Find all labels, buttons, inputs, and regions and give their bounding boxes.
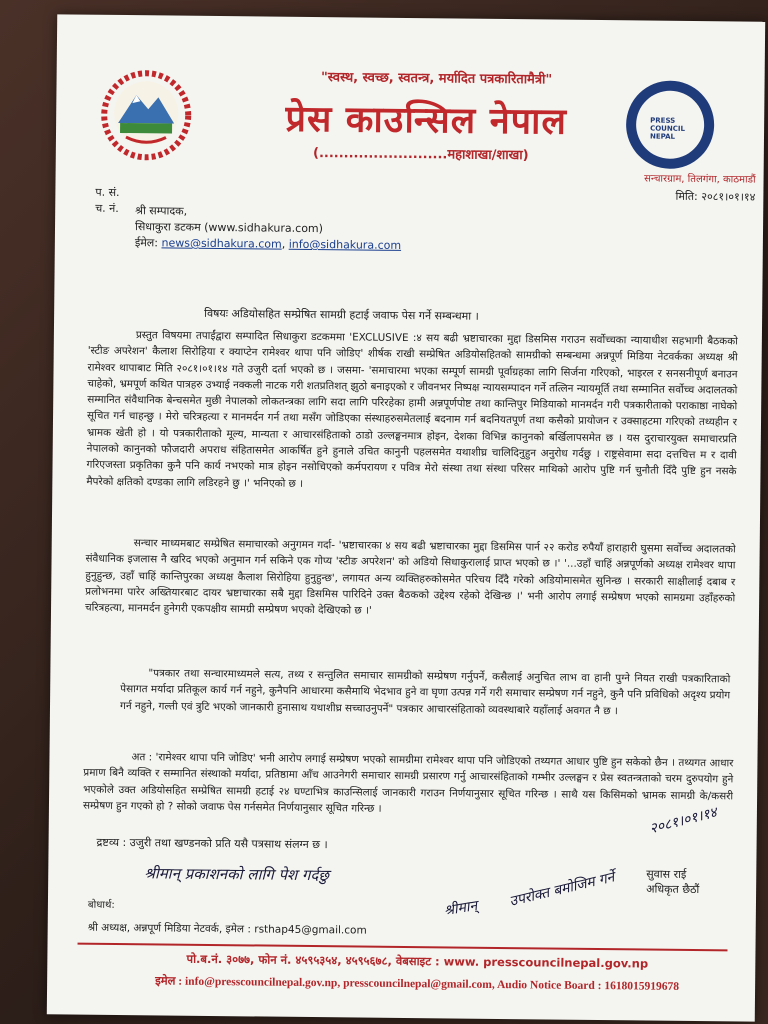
letterhead-motto: "स्वस्थ, स्वच्छ, स्वतन्त्र, मर्यादित पत्रकारितामैत्री" xyxy=(320,70,553,88)
handwritten-note-4: श्रीमान् xyxy=(442,897,479,920)
footer-contact-line: पो.ब.नं. ३०७७, फोन नं. ४५९५३५४, ४५९५६७८, वेबसाइट : www. presscouncilnepal.gov.np xyxy=(186,951,649,971)
signatory-name: सुवास राई xyxy=(646,867,687,881)
handwritten-note-2: उपरोक्त बमोजिम गर्ने xyxy=(507,869,617,910)
letterhead-address: सन्चारग्राम, तिलगंगा, काठमाडौं xyxy=(644,173,756,186)
letter-subject: विषयः अडियोसहित सम्प्रेषित सामग्री हटाई जवाफ पेस गर्ने सम्बन्धमा । xyxy=(204,306,479,323)
recipient-block xyxy=(135,203,402,254)
handwritten-date: २०८१।०१।१४ xyxy=(648,804,719,838)
footer-divider xyxy=(78,943,728,952)
letter-date: मिति: २०८१।०१।१४ xyxy=(675,189,756,204)
logo-text: PRESS COUNCIL NEPAL xyxy=(649,116,685,141)
ref-cn: च. नं. xyxy=(95,201,119,215)
press-council-logo xyxy=(626,80,715,169)
signatory-title: अधिकृत छैठौं xyxy=(646,882,700,897)
email-label: ईमेल: xyxy=(134,236,159,250)
handwritten-note-1: श्रीमान् प्रकाशनको लागि पेश गर्दछु xyxy=(144,864,330,885)
body-paragraph-2: सन्चार माध्यमबाट सम्प्रेषित समाचारको अनुगमन गर्दा- 'भ्रष्टाचारका ४ सय बढी भ्रष्टाचारका मुद्दा डिसमिस पार्न २२ करोड रुपैयाँ हाराहारी घुसमा सर्वोच्च अदालतको संवैधानिक इजलास नै खरिद भएको अनुमान गर्न सकिने एक गोप्य 'स्टीङ अपरेशन' को अडियो सिधाकुरालाई प्राप्त भएको छ ।' '...उहाँ चाहिं अन्नपूर्णको अध्यक्ष रामेश्वर थापा हुनुहुन्छ, उहाँ चाहिं कान्तिपुरका अध्यक्ष कैलाश सिरोहिया हुनुहुन्छ', लगायत अन्य व्यक्तिहरुकोसमेत परिचय दिँदै गरेको अडियोमासमेत सुनिन्छ । सरकारी साक्षीलाई दबाब र प्रलोभनमा पारेर अख्तियारबाट दायर भ्रष्टाचारका सबै मुद्दा डिसमिस पारिदिने उक्त बैठकको उद्देश्य रहेको देखिन्छ ।' भनी आरोप लगाई सम्प्रेषण भएको सामग्रमा उहाँहरुको चरित्रहत्या, मानमर्दन हुनेगरी एकपक्षीय सामग्री सम्प्रेषण भएको देखिएको छ ।' xyxy=(84,537,736,617)
attachment-note: द्रष्टव्य : उजुरी तथा खण्डनको प्रति यसै पत्रसाथ संलग्न छ । xyxy=(96,835,328,852)
body-paragraph-4: अत : 'रामेश्वर थापा पनि जोडिए' भनी आरोप लगाई सम्प्रेषण भएको सामग्रीमा रामेश्वर थापा पनि जोडिएको तथ्यगत आधार पुष्टि हुन सकेको छैन । तथ्यगत आधार प्रमाण बिनै व्यक्ति र सम्मानित संस्थाको मर्यादा, प्रतिष्ठामा आँच आउनेगरी समाचार सामग्री प्रसारण गर्नु आचारसंहिताको गम्भीर उल्लङ्घन र प्रेस स्वतन्त्रताको चरम दुरुपयोग हुने भएकोले उक्त अडियोसहित सम्प्रेषित सामग्री हटाई २४ घण्टाभित्र काउन्सिलाई जानकारी गराउन निर्णयानुसार सूचित गरिन्छ । साथै यस किसिमको भ्रामक सामग्री के/कसरी सम्प्रेषण हुन गएको हो ? सोको जवाफ पेस गर्नसमेत निर्णयानुसार सूचित गरिन्छ । xyxy=(82,751,734,815)
body-paragraph-3: "पत्रकार तथा सन्चारमाध्यमले सत्य, तथ्य र सन्तुलित समाचार सामग्रीको सम्प्रेषण गर्नुपर्ने, कसैलाई अनुचित लाभ वा हानी पुग्ने नियत राखी पत्रकारिताको पेसागत मर्यादा प्रतिकूल कार्य गर्न नहुने, कुनैपनि आधारमा कसैमाथि भेदभाव हुने वा घृणा उत्पन्न गर्ने गरी समाचार सम्प्रेषण गर्न नहुने, कुनै पनि प्रविधिको अदृश्य प्रयोग गर्न नहुने, गल्ती एवं त्रुटि भएको जानकारी हुनासाथ यथाशीघ्र सच्चाउनुपर्ने" पत्रकार आचारसंहिताको व्यवस्थाबारे यहाँलाई अवगत नै छ । xyxy=(119,667,731,717)
recipient-email-1: news@sidhakura.com xyxy=(161,236,282,251)
recipient-line1: श्री सम्पादक, xyxy=(135,204,188,218)
recipient-email-2: info@sidhakura.com xyxy=(288,237,402,252)
recipient-email-line: ईमेल: news@sidhakura.com, info@sidhakura.com xyxy=(134,236,402,252)
ref-ps: प. सं. xyxy=(95,185,120,199)
cc-label: बोधार्थ: xyxy=(87,899,115,911)
letterhead-subtitle: (..........................महाशाखा/शाखा) xyxy=(312,146,529,164)
logo-inner-circle xyxy=(636,90,705,159)
body-paragraph-1: प्रस्तुत विषयमा तपाईंद्वारा सम्पादित सिधाकुरा डटकममा 'EXCLUSIVE :४ सय बढी भ्रष्टाचारका मुद्दा डिसमिस गराउन सर्वोच्चका न्यायाधीश सहभागी बैठकको 'स्टीङ अपरेशन' कैलाश सिरोहिया र क्याप्टेन रामेश्वर थापा पनि जोडिए' शीर्षक राखी सम्प्रेषित अडियोसहितको सामग्रीको सम्बन्धमा अन्नपूर्ण मिडिया नेटवर्कका अध्यक्ष श्री रामेश्वर थापाबाट मिति २०८१।०१।१४ गते उजुरी दर्ता भएको छ । जसमा- 'समाचारमा भएका सम्पूर्ण सामग्री पूर्वाग्रहका लागि सिर्जना गरिएको, भाइरल र सनसनीपूर्ण बनाउन चाहेको, भ्रमपूर्ण कथित पात्रहरु उभ्याई नक्कली नाटक गरी शतप्रतिशत् झुठो बनाइएको र जीवनभर निष्पक्ष न्यायसम्पादन गर्ने तत्लिन न्यायमूर्ति तथा सम्मानित सर्वोच्च अदालतको सम्मानित संवैधानिक बेन्चसमेत मुछी नेपालको लोकतन्त्रका लागि सदा लागि परिरहेका हामी अन्नपूर्णपोष्ट तथा कान्तिपुर मिडियाको मानमर्दन गरी पत्रकारीताको पराकाष्ठा नाघेको सूचित गर्न चाहन्छु । मेरो चरित्रहत्या र मानमर्दन गर्न तथा मसँग जोडिएका संस्थाहरुसमेतलाई बदनाम गर्न बदनियतपूर्ण तथा कसैको प्रायोजन र उक्साहटमा गरिएको तथ्यहीन र भ्रामक खेती हो । यो पत्रकारीताको मूल्य, मान्यता र आचारसंहिताको ठाडो उल्लङ्घनमात्र होइन, देशका विभिन्न कानुनको बर्खिलापसमेत छ । यस दुराचारयुक्त समाचारप्रति नेपालको कानुनको फौजदारी अपराध संहितासमेत आकर्षित हुने हुनाले उचित कानुनी पहलसमेत यथाशीघ्र चालिदिनुहुन अनुरोध गर्दछु । राष्ट्रसेवामा सदा दत्तचित्त म र दावी गरिएजस्ता प्रकृतिका कुनै पनि कार्य नभएको मात्र होइन नसोचिएको कर्मपरायण र पवित्र मेरो संस्था तथा संस्था परिसर माथिको आरोप पुष्टि गर्न चुनौती दिँदै पुष्टि हुन नसके मैपरेको क्षतिको दण्डका लागि लडिरहने छु ।' भनिएको छ । xyxy=(86,329,738,490)
nepal-emblem xyxy=(96,65,197,166)
recipient-line2: सिधाकुरा डटकम (www.sidhakura.com) xyxy=(134,220,324,236)
cc-recipient: श्री अध्यक्ष, अन्नपूर्ण मिडिया नेटवर्क, इमेल : rsthap45@gmail.com xyxy=(87,921,367,937)
letter-page xyxy=(47,14,765,1021)
reference-numbers xyxy=(95,185,120,217)
letterhead-title: प्रेस काउन्सिल नेपाल xyxy=(285,98,568,143)
signatory-block xyxy=(646,867,699,898)
footer-email-line: इमेल : info@presscouncilnepal.gov.np, presscouncilnepal@gmail.com, Audio Notice Board : 1618015919678 xyxy=(155,975,680,993)
